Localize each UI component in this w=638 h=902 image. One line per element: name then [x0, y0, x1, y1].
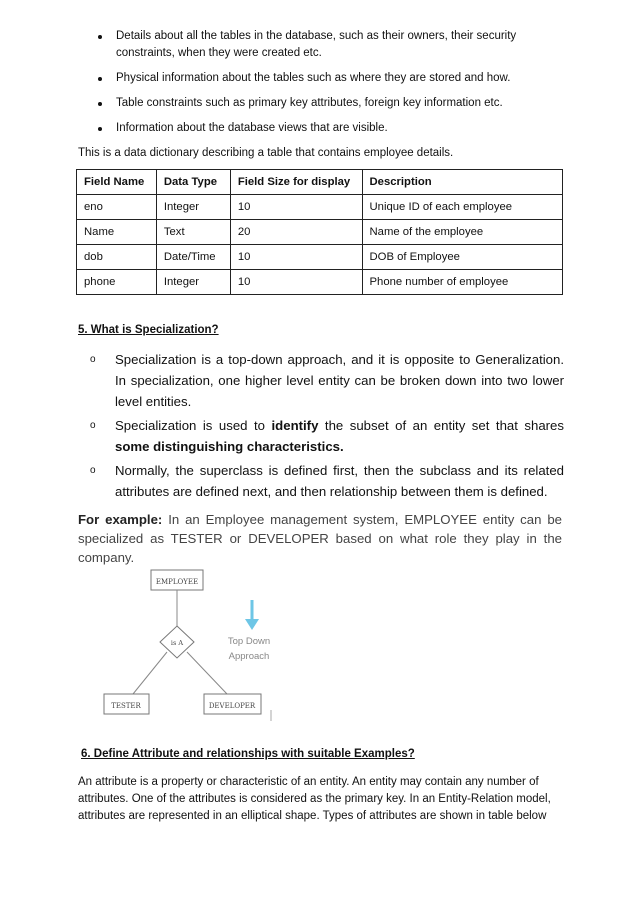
example-label: For example:	[78, 512, 163, 527]
bullet-icon	[98, 102, 102, 106]
employee-entity-label: EMPLOYEE	[155, 578, 199, 586]
connector-line	[133, 652, 167, 694]
down-arrow-icon	[245, 619, 259, 630]
example-paragraph: For example: In an Employee management system, EMPLOYEE entity can be specialized as TESTER or DEVELOPER based on what role they play in the company.	[78, 512, 562, 565]
dictionary-contents-list	[78, 28, 568, 145]
list-item: o Specialization is a top-down approach, and it is opposite to Generalization. In specialization, one higher level entity can be broken down into two lower level entities.	[78, 349, 564, 412]
bullet-icon	[98, 77, 102, 81]
list-item: Physical information about the tables such as where they are stored and how.	[78, 70, 568, 87]
table-cell: Unique ID of each employee	[362, 195, 563, 220]
column-header: Data Type	[156, 170, 230, 195]
table-row	[77, 220, 563, 245]
table-row	[77, 270, 563, 295]
list-item: Details about all the tables in the database, such as their owners, their security constraints, when they were created etc.	[78, 28, 568, 62]
table-cell: Integer	[156, 270, 230, 295]
table-cell: Text	[156, 220, 230, 245]
section-heading-specialization: 5. What is Specialization?	[78, 324, 219, 336]
tester-entity-label: TESTER	[111, 702, 141, 710]
table-cell: 10	[230, 245, 362, 270]
circle-bullet-icon: o	[90, 354, 96, 365]
bullet-icon	[98, 127, 102, 131]
table-row	[77, 195, 563, 220]
list-item: o Normally, the superclass is defined first, then the subclass and its related attributes are defined next, and then relationship between them is defined.	[78, 460, 564, 502]
table-cell: 10	[230, 195, 362, 220]
attribute-paragraph: An attribute is a property or characteristic of an entity. An entity may contain any number of attributes. One of the attributes is considered as the primary key. In an Entity-Relation model, attributes are represented in an elliptical shape. Types of attributes are shown in table below	[78, 776, 551, 822]
circle-bullet-icon: o	[90, 420, 96, 431]
column-header: Description	[362, 170, 563, 195]
table-cell: Phone number of employee	[362, 270, 563, 295]
specialization-points	[78, 349, 564, 505]
table-cell: phone	[77, 270, 157, 295]
list-item: o Specialization is used to identify the subset of an entity set that shares some distinguishing characteristics.	[78, 415, 564, 457]
list-item: Information about the database views that are visible.	[78, 120, 568, 137]
table-cell: DOB of Employee	[362, 245, 563, 270]
specialization-diagram	[96, 560, 296, 725]
circle-bullet-icon: o	[90, 465, 96, 476]
table-cell: Integer	[156, 195, 230, 220]
column-header: Field Size for display	[230, 170, 362, 195]
column-header: Field Name	[77, 170, 157, 195]
bullet-icon	[98, 35, 102, 39]
table-cell: dob	[77, 245, 157, 270]
data-dictionary-table	[76, 169, 563, 295]
table-intro-text: This is a data dictionary describing a table that contains employee details.	[78, 147, 454, 159]
table-cell: 10	[230, 270, 362, 295]
table-cell: eno	[77, 195, 157, 220]
table-cell: Name	[77, 220, 157, 245]
table-header-row	[77, 170, 563, 195]
connector-line	[187, 652, 227, 694]
section-heading-attributes: 6. Define Attribute and relationships with suitable Examples?	[81, 748, 415, 760]
table-cell: Date/Time	[156, 245, 230, 270]
table-cell: Name of the employee	[362, 220, 563, 245]
developer-entity-label: DEVELOPER	[208, 702, 256, 710]
table-cell: 20	[230, 220, 362, 245]
table-row	[77, 245, 563, 270]
is-a-label: is A	[170, 639, 184, 647]
list-item: Table constraints such as primary key attributes, foreign key information etc.	[78, 95, 568, 112]
arrow-caption-line1: Top Down	[227, 636, 271, 647]
arrow-caption-line2: Approach	[228, 651, 270, 662]
